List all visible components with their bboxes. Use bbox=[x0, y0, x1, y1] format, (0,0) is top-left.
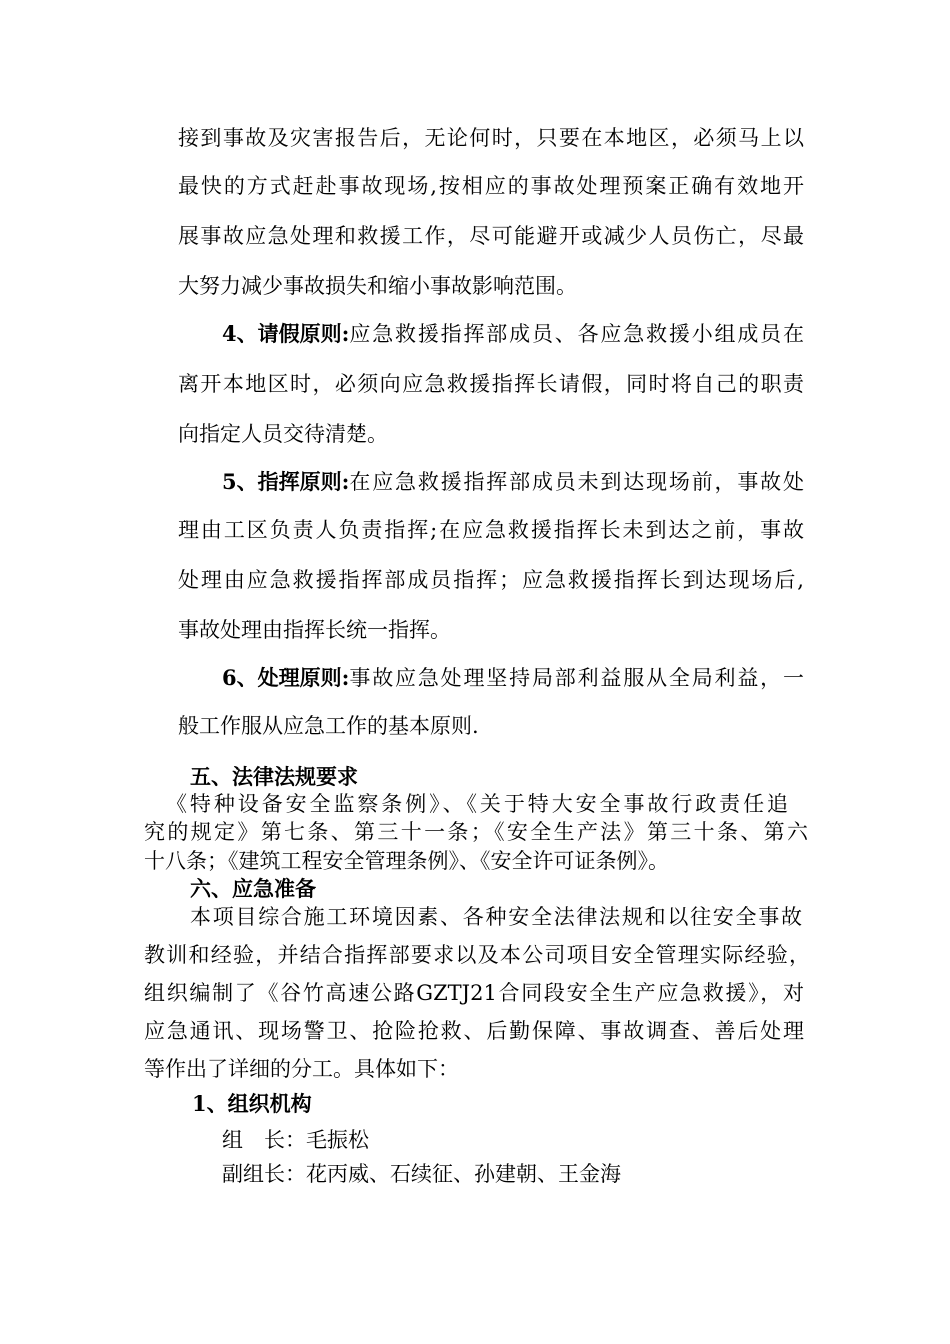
paragraph-line: 处理由应急救援指挥部成员指挥；应急救援指挥长到达现场后, bbox=[178, 568, 804, 592]
paragraph-line: 离开本地区时，必须向应急救援指挥长请假，同时将自己的职责 bbox=[178, 372, 804, 396]
paragraph-line: 究的规定》第七条、第三十一条；《安全生产法》第三十条、第六 bbox=[144, 820, 808, 844]
principle-4-label: 4、请假原则: bbox=[222, 321, 350, 346]
principle-6-first-line bbox=[222, 664, 804, 692]
paragraph-line: 接到事故及灾害报告后，无论何时，只要在本地区，必须马上以 bbox=[178, 126, 804, 150]
paragraph-line: 《特种设备安全监察条例》、《关于特大安全事故行政责任追 bbox=[166, 792, 788, 816]
section-6-heading: 六、应急准备 bbox=[190, 876, 316, 901]
section-5-heading: 五、法律法规要求 bbox=[190, 764, 358, 789]
paragraph-line: 般工作服从应急工作的基本原则. bbox=[178, 714, 479, 738]
principle-6-text: 事故应急处理坚持局部利益服从全局利益，一 bbox=[349, 666, 804, 690]
paragraph-line: 本项目综合施工环境因素、各种安全法律法规和以往安全事故 bbox=[190, 905, 802, 929]
paragraph-line: 应急通讯、现场警卫、抢险抢救、后勤保障、事故调查、善后处理 bbox=[144, 1019, 804, 1043]
principle-4-first-line bbox=[222, 320, 804, 348]
paragraph-line: 组织编制了《谷竹高速公路GZTJ21合同段安全生产应急救援》，对 bbox=[144, 981, 804, 1005]
paragraph-line: 展事故应急处理和救援工作，尽可能避开或减少人员伤亡，尽最 bbox=[178, 224, 804, 248]
principle-5-label: 5、指挥原则: bbox=[222, 469, 350, 494]
paragraph-line: 教训和经验，并结合指挥部要求以及本公司项目安全管理实际经验， bbox=[144, 943, 810, 967]
principle-4-text: 应急救援指挥部成员、各应急救援小组成员在 bbox=[349, 322, 804, 346]
principle-5-first-line bbox=[222, 468, 804, 496]
paragraph-line: 向指定人员交待清楚。 bbox=[178, 422, 388, 446]
org-heading: 1、组织机构 bbox=[192, 1091, 312, 1116]
paragraph-line: 理由工区负责人负责指挥;在应急救援指挥长未到达之前，事故 bbox=[178, 518, 804, 542]
paragraph-line: 事故处理由指挥长统一指挥。 bbox=[178, 618, 451, 642]
paragraph-line: 大努力减少事故损失和缩小事故影响范围。 bbox=[178, 274, 577, 298]
principle-5-text: 在应急救援指挥部成员未到达现场前，事故处 bbox=[349, 470, 804, 494]
paragraph-line: 十八条；《建筑工程安全管理条例》、《安全许可证条例》。 bbox=[144, 849, 669, 873]
org-leader: 组 长：毛振松 bbox=[222, 1128, 369, 1152]
principle-6-label: 6、处理原则: bbox=[222, 665, 350, 690]
paragraph-line: 等作出了详细的分工。具体如下： bbox=[144, 1057, 459, 1081]
paragraph-line: 最快的方式赶赴事故现场,按相应的事故处理预案正确有效地开 bbox=[178, 174, 804, 198]
org-deputy: 副组长：花丙威、石续征、孙建朝、王金海 bbox=[222, 1162, 621, 1186]
